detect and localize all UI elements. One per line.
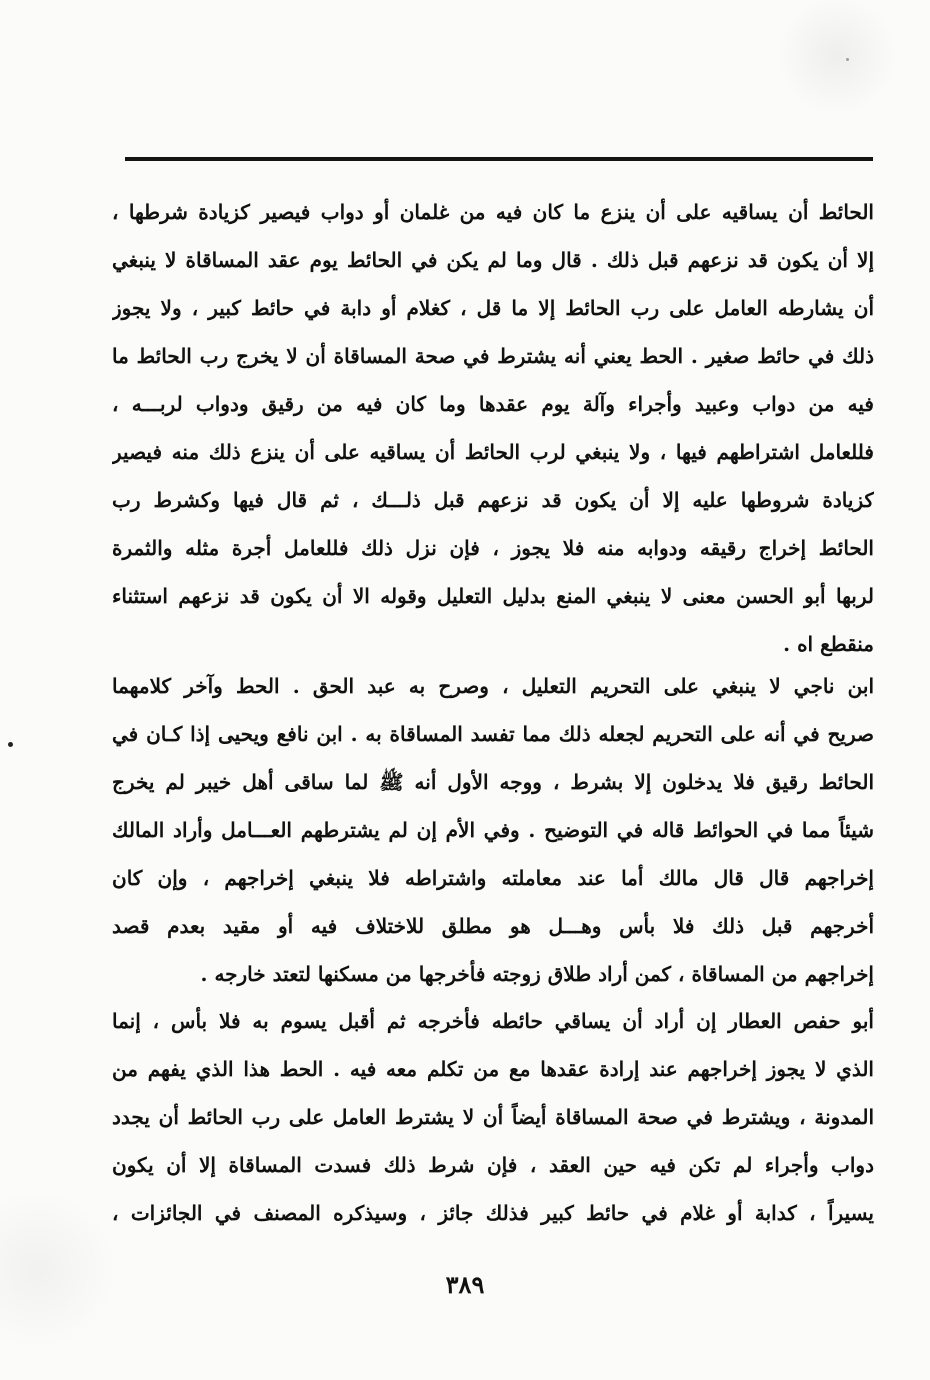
page-number: ٣٨٩ [445, 1270, 485, 1299]
text-line: الحائط رقيق فلا يدخلون إلا بشرط ، ووجه الأول أنه ﷺ لما ساقى أهل خيبر لم يخرج [112, 770, 874, 794]
text-line: ذلك في حائط صغير . الحط يعني أنه يشترط في صحة المساقاة أن لا يخرج رب الحائط ما [112, 344, 874, 368]
text-line: صريح في أنه على التحريم لجعله ذلك مما تفسد المساقاة به . ابن نافع ويحيى إذا كـان في [112, 722, 874, 746]
text-line: الحائط إخراج رقيقه ودوابه منه فلا يجوز ، فإن نزل ذلك فللعامل أجرة مثله والثمرة [112, 536, 874, 560]
text-line: أخرجهم قبل ذلك فلا بأس وهـــل هو مطلق للاختلاف فيه أو مقيد بعدم قصد [112, 914, 874, 938]
text-line: لربها أبو الحسن معنى لا ينبغي المنع بدليل التعليل وقوله الا أن يكون قد نزعهم استثناء [112, 584, 874, 608]
paragraph-2 [112, 662, 874, 998]
text-line: فيه من دواب وعبيد وأجراء وآلة يوم عقدها وما كان فيه من رقيق ودواب لربـــه ، [112, 392, 874, 416]
text-line: إخراجهم قال قال مالك أما عند معاملته واشتراطه فلا ينبغي إخراجهم ، وإن كان [112, 866, 874, 890]
text-line: أبو حفص العطار إن أراد أن يساقي حائطه فأخرجه ثم أقبل يسوم به فلا بأس ، إنما [112, 1009, 874, 1033]
text-line: الذي لا يجوز إخراجهم عند إرادة عقدها مع من تكلم معه فيه . الحط هذا الذي يفهم من [112, 1057, 874, 1081]
scan-speck [846, 58, 849, 61]
header-rule [125, 157, 873, 161]
text-line: أن يشارطه العامل على رب الحائط إلا ما قل ، كغلام أو دابة في حائط كبير ، ولا يجوز [112, 296, 874, 320]
paragraph-3 [112, 997, 874, 1237]
text-line: كزيادة شروطها عليه إلا أن يكون قد نزعهم قبل ذلـــك ، ثم قال فيها وكشرط رب [112, 488, 874, 512]
text-line: المدونة ، ويشترط في صحة المساقاة أيضاً أن لا يشترط العامل على رب الحائط أن يجدد [112, 1105, 874, 1129]
scan-speck [8, 742, 13, 747]
text-line: فللعامل اشتراطهم فيها ، ولا ينبغي لرب الحائط أن يساقيه على أن ينزع ذلك منه فيصير [112, 440, 874, 464]
text-line: إخراجهم من المساقاة ، كمن أراد طلاق زوجته فأخرجها من مسكنها لتعتد خارجه . [200, 962, 874, 986]
text-line: دواب وأجراء لم تكن فيه حين العقد ، فإن شرط ذلك فسدت المساقاة إلا أن يكون [112, 1153, 874, 1177]
text-line: إلا أن يكون قد نزعهم قبل ذلك . قال وما لم يكن في الحائط يوم عقد المساقاة لا ينبغي [112, 248, 874, 272]
text-line: يسيراً ، كدابة أو غلام في حائط كبير فذلك جائز ، وسيذكره المصنف في الجائزات ، [112, 1201, 874, 1225]
text-line: شيئاً مما في الحوائط قاله في التوضيح . وفي الأم إن لم يشترطهم العـــامل وأراد المالك [112, 818, 874, 842]
text-line: منقطع اه . [783, 632, 874, 656]
paragraph-1 [112, 188, 874, 668]
text-line: الحائط أن يساقيه على أن ينزع ما كان فيه من غلمان أو دواب فيصير كزيادة شرطها ، [112, 200, 874, 224]
text-line: ابن ناجي لا ينبغي على التحريم التعليل ، وصرح به عبد الحق . الحط وآخر كلامهما [112, 674, 874, 698]
